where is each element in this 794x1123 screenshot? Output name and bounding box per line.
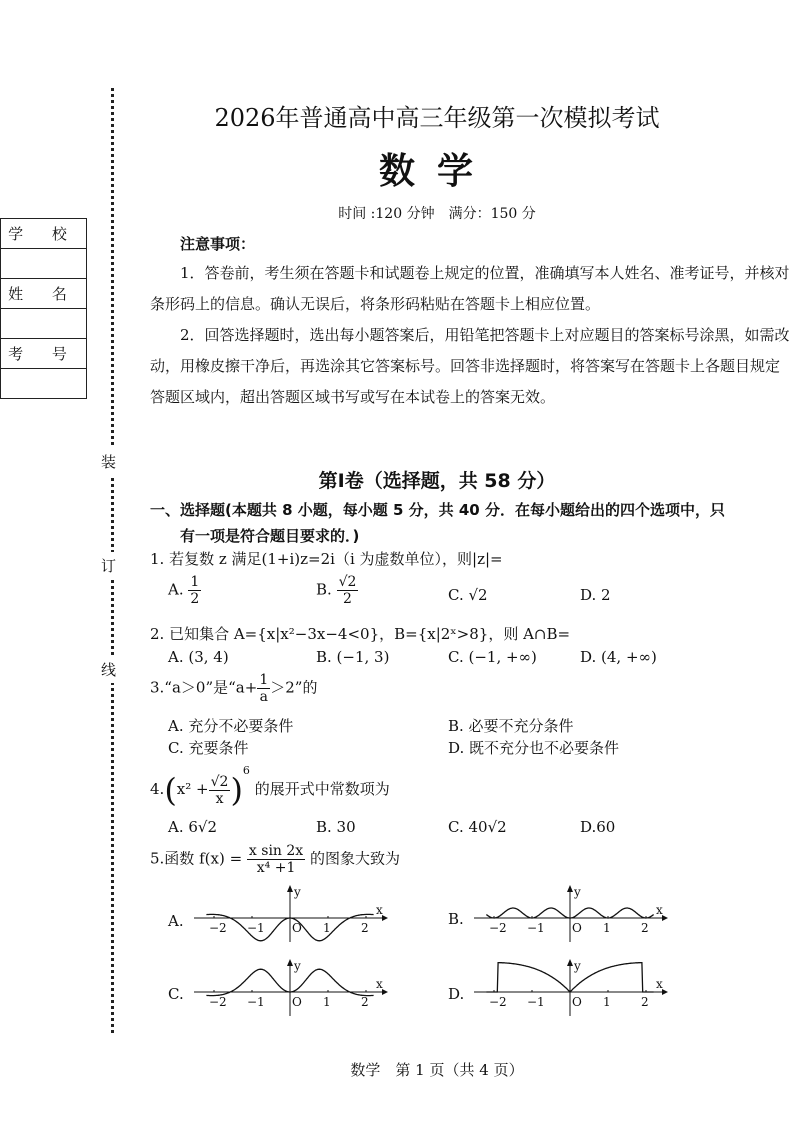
tick-label: 1: [603, 995, 611, 1009]
tick-label: −1: [527, 921, 545, 935]
school-label: 学 校: [1, 219, 87, 249]
note-item-2: 2．回答选择题时，选出每小题答案后，用铅笔把答题卡上对应题目的答案标号涂黑，如需改动，用橡皮擦干净后，再选涂其它答案标号。回答非选择题时，将答案写在答题卡上各题目规定答题区域内，超出答题区域书写或写在本试卷上的答案无效。: [150, 326, 790, 406]
tick-label: −1: [247, 995, 265, 1009]
name-label: 姓 名: [1, 279, 87, 309]
q5-option-a-label[interactable]: A.: [168, 912, 184, 930]
y-axis-arrow: [287, 885, 293, 892]
notes-heading: 注意事项：: [180, 235, 256, 253]
section-line-1: 一、选择题(本题共 8 小题，每小题 5 分，共 40 分．在每小题给出的四个选项中，只: [150, 501, 725, 519]
tick-label: 1: [603, 921, 611, 935]
q4-fraction: $\frac{√2}{x}$: [210, 773, 229, 807]
q2-option-a[interactable]: A. (3, 4): [168, 648, 229, 666]
origin-label: O: [572, 995, 582, 1009]
tick-label: −2: [489, 995, 507, 1009]
question-4-stem: 4.(x² + $\frac{√2}{x}$ )$^6$ 的展开式中常数项为: [150, 764, 390, 809]
subject-title: 数学: [378, 151, 495, 192]
x-axis-arrow: [662, 915, 668, 921]
tick-label: 2: [361, 995, 369, 1009]
q5-option-d-label[interactable]: D.: [448, 985, 465, 1003]
q5-option-b-label[interactable]: B.: [448, 910, 464, 928]
y-axis-label: y: [294, 959, 301, 973]
y-axis-label: y: [574, 885, 581, 899]
x-axis-arrow: [662, 989, 668, 995]
note-item-1: 1．答卷前，考生须在答题卡和试题卷上规定的位置，准确填写本人姓名、准考证号，并核对条形码上的信息。确认无误后，将条形码粘贴在答题卡上相应位置。: [150, 264, 790, 313]
question-5-stem: 5.函数 f(x) = $\frac{\text{x sin 2x}}{\text{x⁴ +1}}$ 的图象大致为: [150, 843, 400, 876]
q3-fraction: $\frac{1}{a}$: [259, 672, 269, 705]
q3-option-c[interactable]: C. 充要条件: [168, 739, 249, 757]
y-axis-label: y: [574, 959, 581, 973]
q4-option-c[interactable]: C. 40√2: [448, 818, 507, 836]
tick-label: 2: [641, 995, 649, 1009]
tick-label: 2: [361, 921, 369, 935]
q4-option-b[interactable]: B. 30: [316, 818, 356, 836]
question-2-stem: 2. 已知集合 A={x|x²−3x−4<0}，B={x|2ˣ>8}，则 A∩B=: [150, 625, 571, 643]
x-axis-label: x: [656, 903, 663, 917]
student-info-table: [0, 218, 87, 399]
tick-label: −2: [209, 921, 227, 935]
section-line-2: 有一项是符合题目要求的．): [180, 527, 360, 545]
q5-graph-a[interactable]: [190, 884, 390, 944]
x-axis-arrow: [382, 915, 388, 921]
y-axis-arrow: [287, 959, 293, 966]
q3-option-d[interactable]: D. 既不充分也不必要条件: [448, 739, 620, 757]
school-field[interactable]: [1, 249, 87, 279]
origin-label: O: [292, 995, 302, 1009]
q5-fraction: $\frac{\text{x sin 2x}}{\text{x⁴ +1}}$: [248, 843, 304, 876]
x-axis-label: x: [376, 903, 383, 917]
x-axis-arrow: [382, 989, 388, 995]
q4-option-d[interactable]: D.60: [580, 818, 616, 836]
q2-option-c[interactable]: C. (−1, +∞): [448, 648, 537, 666]
q5-graph-d[interactable]: [470, 958, 670, 1018]
section-instructions: [150, 497, 780, 549]
question-3-stem: 3.“a＞0”是“a+ $\frac{1}{a}$ ＞2”的: [150, 672, 318, 705]
exam-number-field[interactable]: [1, 369, 87, 399]
tick-label: −1: [527, 995, 545, 1009]
binding-char-ding: 订: [101, 552, 116, 579]
binding-char-zhuang: 装: [101, 448, 116, 475]
y-axis-arrow: [567, 959, 573, 966]
tick-label: −2: [209, 995, 227, 1009]
q5-option-c-label[interactable]: C.: [168, 985, 184, 1003]
question-1-stem: 1. 若复数 z 满足(1+i)z=2i（i 为虚数单位），则|z|=: [150, 550, 503, 568]
q1-option-c[interactable]: C. √2: [448, 586, 488, 604]
exam-title: 2026年普通高中高三年级第一次模拟考试: [214, 104, 660, 132]
q4-option-a[interactable]: A. 6√2: [168, 818, 218, 836]
origin-label: O: [572, 921, 582, 935]
tick-label: 1: [323, 995, 331, 1009]
tick-label: 2: [641, 921, 649, 935]
q1-option-b[interactable]: B. $\frac{√2}{2}$: [316, 574, 357, 607]
q2-option-d[interactable]: D. (4, +∞): [580, 648, 657, 666]
q1-a-fraction: $\frac{1}{2}$: [190, 574, 200, 607]
exam-number-label: 考 号: [1, 339, 87, 369]
tick-label: −2: [489, 921, 507, 935]
name-field[interactable]: [1, 309, 87, 339]
q1-option-a[interactable]: A. $\frac{1}{2}$: [168, 574, 200, 607]
tick-label: 1: [323, 921, 331, 935]
q3-option-b[interactable]: B. 必要不充分条件: [448, 717, 574, 735]
q1-option-d[interactable]: D. 2: [580, 586, 611, 604]
part1-title: 第Ⅰ卷（选择题，共 58 分）: [318, 470, 556, 492]
binding-char-xian: 线: [101, 656, 116, 683]
q5-graph-b[interactable]: [470, 884, 670, 944]
q2-option-b[interactable]: B. (−1, 3): [316, 648, 390, 666]
y-axis-label: y: [294, 885, 301, 899]
q3-option-a[interactable]: A. 充分不必要条件: [168, 717, 294, 735]
page-footer: 数学 第 1 页（共 4 页）: [350, 1061, 524, 1079]
q1-b-fraction: $\frac{√2}{2}$: [338, 574, 357, 607]
origin-label: O: [292, 921, 302, 935]
y-axis-arrow: [567, 885, 573, 892]
q5-graph-c[interactable]: [190, 958, 390, 1018]
time-info: 时间 :120 分钟 满分：150 分: [338, 206, 536, 222]
x-axis-label: x: [656, 977, 663, 991]
x-axis-label: x: [376, 977, 383, 991]
tick-label: −1: [247, 921, 265, 935]
